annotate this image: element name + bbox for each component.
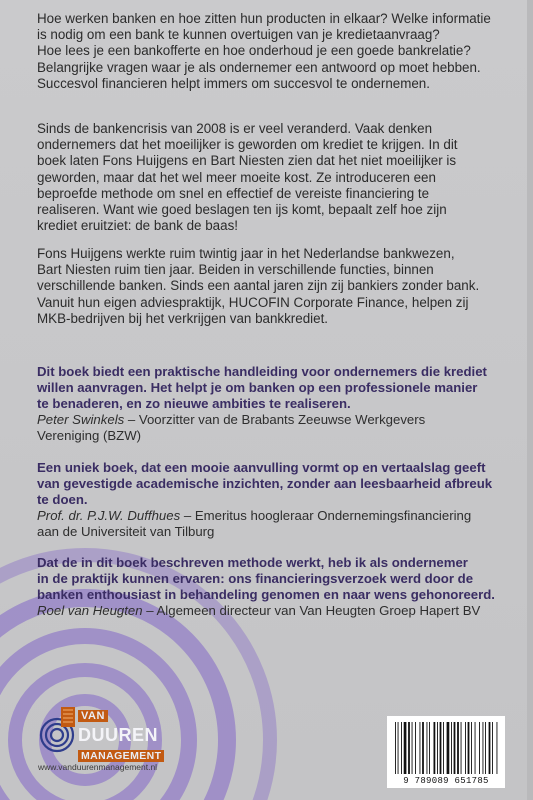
barcode-icon bbox=[387, 716, 505, 776]
quote-author: Roel van Heugten bbox=[37, 602, 143, 618]
text-line: Bart Niesten ruim tien jaar. Beiden in verschillende functies, binnen bbox=[37, 262, 434, 278]
barcode-bar bbox=[395, 722, 396, 774]
barcode-bar bbox=[427, 722, 428, 774]
text-line: Sinds de bankencrisis van 2008 is er veel veranderd. Vaak denken bbox=[37, 121, 433, 136]
quote-line: Dat de in dit boek beschreven methode werkt, heb ik als ondernemer bbox=[37, 555, 468, 570]
barcode-bar bbox=[415, 722, 416, 774]
text-line: krediet eruitziet: de bank de baas! bbox=[37, 218, 238, 234]
quote-author: Prof. dr. P.J.W. Duffhues bbox=[37, 507, 181, 523]
barcode-bar bbox=[429, 722, 430, 774]
barcode-bar bbox=[461, 722, 462, 774]
text-line: Fons Huijgens werkte ruim twintig jaar in het Nederlandse bankwezen, bbox=[37, 246, 455, 261]
barcode-bar bbox=[471, 722, 472, 774]
barcode-bar bbox=[440, 722, 442, 774]
quote-author: Peter Swinkels bbox=[37, 411, 125, 427]
quote-attribution bbox=[37, 412, 507, 428]
text-line: Hoe werken banken en hoe zitten hun producten in elkaar? Welke informatie bbox=[37, 11, 491, 26]
authors-paragraph bbox=[37, 246, 497, 327]
text-line: Belangrijke vragen waar je als ondernemer een antwoord op moet hebben. bbox=[37, 59, 481, 75]
text-line: beproefde methode om snel en effectief de vereiste financiering te bbox=[37, 185, 430, 201]
barcode-bar bbox=[408, 722, 410, 774]
text-line: verschillende banken. Sinds een aantal jaren zijn zij bankiers zonder bank. bbox=[37, 278, 480, 294]
quote-line: willen aanvragen. Het helpt je om banken op een professionele manier bbox=[37, 379, 478, 395]
text-line: MKB-bedrijven bij het verkrijgen van bankkrediet. bbox=[37, 310, 329, 326]
barcode-bar bbox=[492, 722, 493, 774]
logo-van: VAN bbox=[78, 710, 108, 722]
quote-line: te benaderen, en zo nieuwe ambities te realiseren. bbox=[37, 395, 351, 411]
text-line: ondernemers dat het moeilijker is geworden om krediet te krijgen. In dit bbox=[37, 137, 458, 153]
barcode-bar bbox=[451, 722, 452, 774]
barcode-bar bbox=[443, 722, 444, 774]
text-line: Succesvol financieren helpt immers om succesvol te ondernemen. bbox=[37, 75, 430, 91]
quote-author-role: – Emeritus hoogleraar Ondernemingsfinanciering bbox=[180, 507, 472, 523]
text-line: boek laten Fons Huijgens en Bart Niesten zien dat het niet moeilijker is bbox=[37, 153, 457, 169]
endorsement-quote bbox=[37, 555, 507, 619]
barcode-bar bbox=[468, 722, 470, 774]
publisher-logo-text bbox=[78, 706, 164, 764]
quote-attribution bbox=[37, 508, 507, 524]
endorsement-quote bbox=[37, 460, 507, 540]
barcode-bar bbox=[497, 722, 498, 774]
quote-line: te doen. bbox=[37, 491, 88, 507]
quote-attribution bbox=[37, 603, 507, 619]
text-line: geworden, maar dat het wel meer moeite kost. Ze introduceren een bbox=[37, 169, 436, 185]
logo-duuren: DUUREN bbox=[78, 725, 159, 745]
text-line: realiseren. Want wie goed beslagen ten ijs komt, bepaalt zelf hoe zijn bbox=[37, 202, 447, 218]
barcode-bar bbox=[489, 722, 491, 774]
barcode-bar bbox=[412, 722, 413, 774]
barcode-bar bbox=[457, 722, 459, 774]
logo-management: MANAGEMENT bbox=[78, 750, 164, 762]
text-line: is nodig om een bank te kunnen overtuigen van je kredietaanvraag? bbox=[37, 27, 440, 43]
text-line: Hoe lees je een bankofferte en hoe onderhoud je een goede bankrelatie? bbox=[37, 43, 471, 59]
barcode-bar bbox=[475, 722, 476, 774]
barcode-bar bbox=[434, 722, 436, 774]
quote-line: van gevestigde academische inzichten, zonder aan leesbaarheid afbreuk bbox=[37, 475, 493, 491]
barcode-bar bbox=[479, 722, 480, 774]
quote-author-role: – Algemeen directeur van Van Heugten Groep Hapert BV bbox=[142, 602, 481, 618]
quote-author-role: Vereniging (BZW) bbox=[37, 427, 142, 443]
text-line: Vanuit hun eigen adviespraktijk, HUCOFIN Corporate Finance, helpen zij bbox=[37, 294, 469, 310]
barcode-bar bbox=[447, 722, 450, 774]
barcode-bar bbox=[401, 722, 402, 774]
quote-author-role: – Voorzitter van de Brabants Zeeuwse Werkgevers bbox=[124, 411, 426, 427]
barcode-bar bbox=[437, 722, 438, 774]
barcode-bar bbox=[420, 722, 421, 774]
quote-line: Een uniek boek, dat een mooie aanvulling vormt op en vertaalslag geeft bbox=[37, 460, 486, 475]
intro-paragraph bbox=[37, 11, 497, 92]
barcode-bar bbox=[404, 722, 407, 774]
barcode-bar bbox=[422, 722, 424, 774]
barcode-bar bbox=[483, 722, 484, 774]
publisher-url[interactable]: www.vanduurenmanagement.nl bbox=[38, 762, 158, 772]
quote-line: Dit boek biedt een praktische handleiding voor ondernemers die krediet bbox=[37, 364, 487, 379]
barcode-bar bbox=[398, 722, 399, 774]
isbn-digits: 9 789089 651785 bbox=[403, 776, 489, 786]
barcode-bar bbox=[465, 722, 466, 774]
barcode-bar bbox=[454, 722, 456, 774]
quote-line: in de praktijk kunnen ervaren: ons financieringsverzoek werd door de bbox=[37, 570, 474, 586]
endorsement-quote bbox=[37, 364, 507, 444]
quote-author-role: aan de Universiteit van Tilburg bbox=[37, 523, 215, 539]
quote-line: banken enthousiast in behandeling genomen en naar wens gehonoreerd. bbox=[37, 586, 495, 602]
barcode-bar bbox=[485, 722, 486, 774]
description-paragraph bbox=[37, 121, 497, 234]
